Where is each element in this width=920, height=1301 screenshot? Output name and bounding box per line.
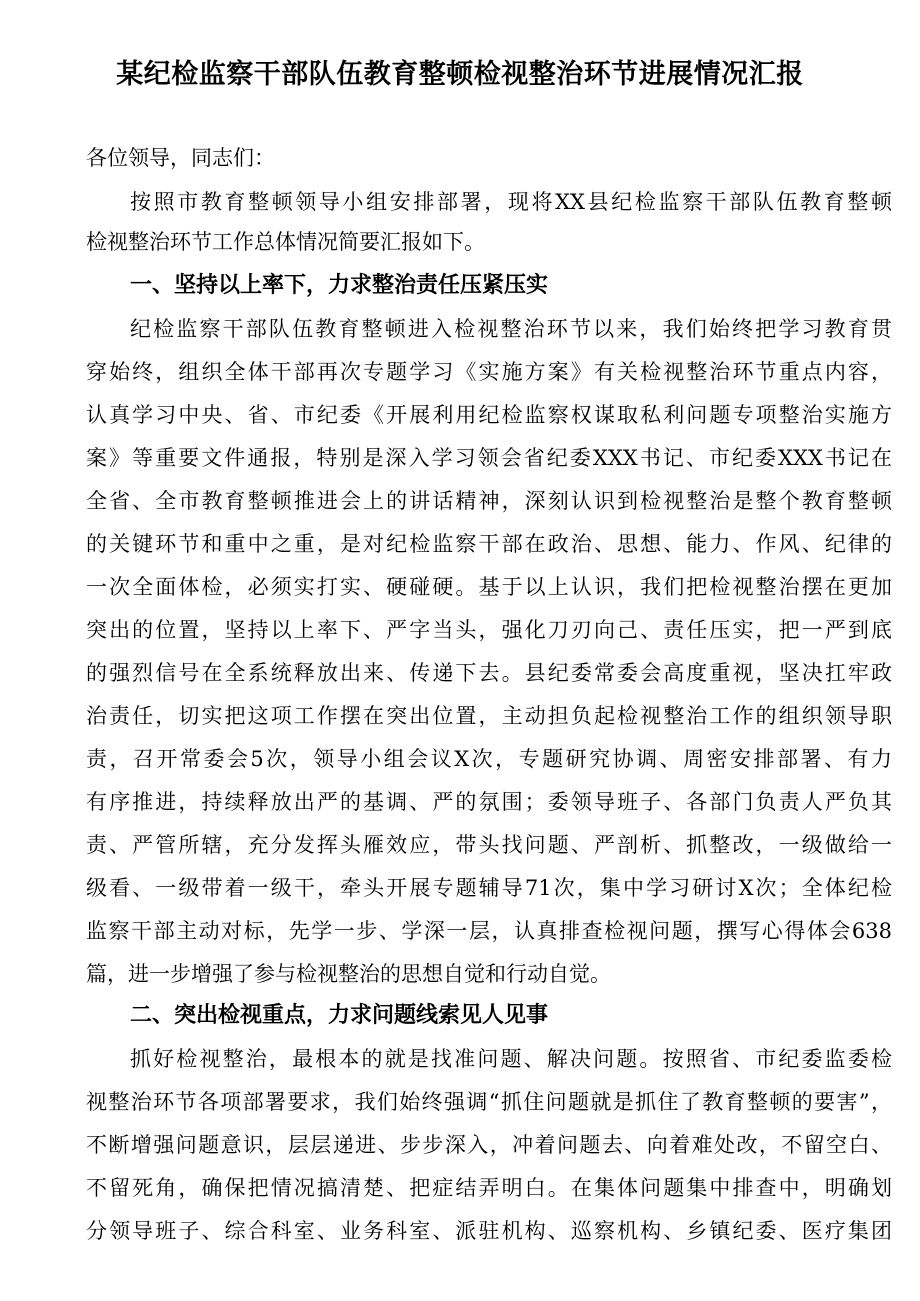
paragraph-line: 的关键环节和重中之重，是对纪检监察干部在政治、思想、能力、作风、纪律的 [86, 532, 892, 556]
paragraph-line: 一次全面体检，必须实打实、硬碰硬。基于以上认识，我们把检视整治摆在更加 [86, 575, 892, 599]
paragraph-line: 突出的位置，坚持以上率下、严字当头，强化刀刃向己、责任压实，把一严到底 [86, 618, 892, 642]
section-heading-1: 一、坚持以上率下，力求整治责任压紧压实 [130, 273, 549, 298]
section-heading-2: 二、突出检视重点，力求问题线索见人见事 [130, 1003, 549, 1028]
paragraph-line: 认真学习中央、省、市纪委《开展利用纪检监察权谋取私利问题专项整治实施方 [86, 403, 892, 427]
document-title: 某纪检监察干部队伍教育整顿检视整治环节进展情况汇报 [116, 59, 804, 90]
paragraph-line: 视整治环节各项部署要求，我们始终强调“抓住问题就是抓住了教育整顿的要害”， [86, 1090, 892, 1114]
paragraph-line: 纪检监察干部队伍教育整顿进入检视整治环节以来，我们始终把学习教育贯 [130, 317, 892, 341]
paragraph-line: 责、严管所辖，充分发挥头雁效应，带头找问题、严剖析、抓整改，一级做给一 [86, 833, 892, 857]
intro-line: 检视整治环节工作总体情况简要汇报如下。 [86, 230, 485, 254]
paragraph-line: 篇，进一步增强了参与检视整治的思想自觉和行动自觉。 [86, 962, 611, 986]
paragraph-line: 责，召开常委会5次，领导小组会议X次，专题研究协调、周密安排部署、有力 [86, 747, 892, 771]
paragraph-line: 治责任，切实把这项工作摆在突出位置，主动担负起检视整治工作的组织领导职 [86, 704, 892, 728]
paragraph-line: 穿始终，组织全体干部再次专题学习《实施方案》有关检视整治环节重点内容， [86, 360, 892, 384]
paragraph-line: 全省、全市教育整顿推进会上的讲话精神，深刻认识到检视整治是整个教育整顿 [86, 489, 892, 513]
paragraph-line: 不留死角，确保把情况搞清楚、把症结弄明白。在集体问题集中排查中，明确划 [86, 1176, 892, 1200]
paragraph-line: 不断增强问题意识，层层递进、步步深入，冲着问题去、向着难处改，不留空白、 [86, 1133, 892, 1157]
paragraph-line: 案》等重要文件通报，特别是深入学习领会省纪委XXX书记、市纪委XXX书记在 [86, 446, 892, 470]
paragraph-line: 有序推进，持续释放出严的基调、严的氛围；委领导班子、各部门负责人严负其 [86, 790, 892, 814]
paragraph-line: 级看、一级带着一级干，牵头开展专题辅导71次，集中学习研讨X次；全体纪检 [86, 876, 892, 900]
salutation: 各位领导，同志们： [86, 146, 275, 170]
paragraph-line: 抓好检视整治，最根本的就是找准问题、解决问题。按照省、市纪委监委检 [130, 1047, 892, 1071]
paragraph-line: 的强烈信号在全系统释放出来、传递下去。县纪委常委会高度重视，坚决扛牢政 [86, 661, 892, 685]
paragraph-line: 监察干部主动对标，先学一步、学深一层，认真排查检视问题，撰写心得体会638 [86, 919, 892, 943]
paragraph-line: 分领导班子、综合科室、业务科室、派驻机构、巡察机构、乡镇纪委、医疗集团 [86, 1219, 892, 1243]
intro-line: 按照市教育整顿领导小组安排部署，现将XX县纪检监察干部队伍教育整顿 [130, 190, 892, 214]
